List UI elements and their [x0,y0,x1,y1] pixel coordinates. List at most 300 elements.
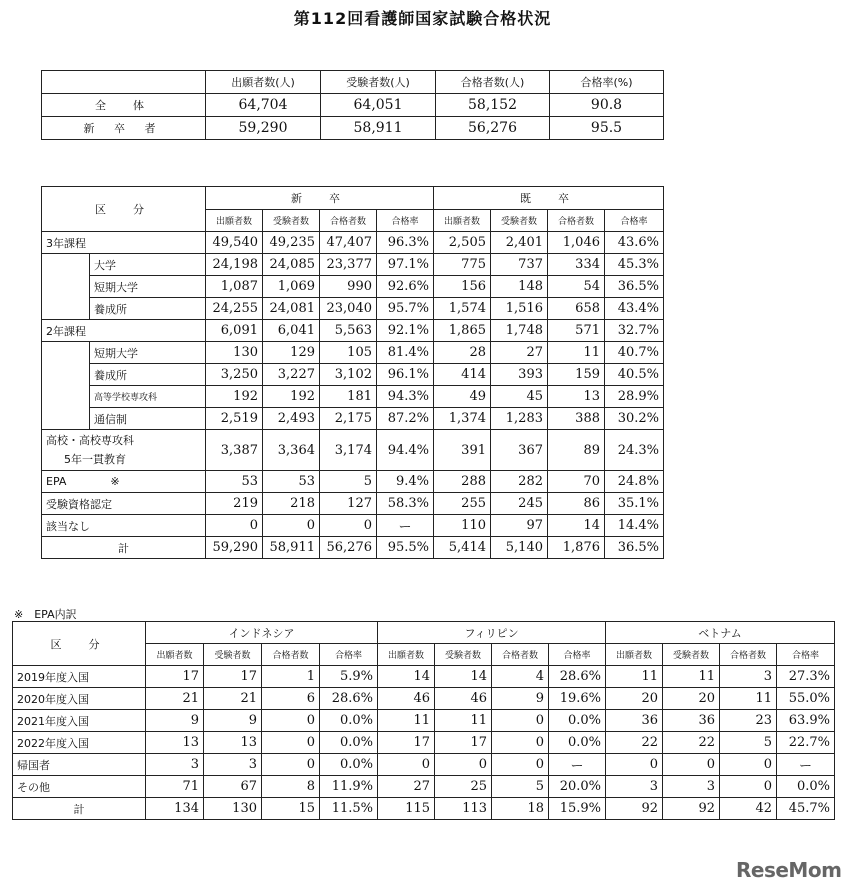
epa-cell: 0 [262,754,320,776]
breakdown-sub-label: 養成所 [90,298,206,320]
summary-row-label: 全 体 [42,94,206,117]
summary-header: 受験者数(人) [321,71,436,94]
total-cell: 1,876 [548,537,605,559]
breakdown-sub-label: 短期大学 [90,342,206,364]
nintei-cell: 218 [263,493,320,515]
breakdown-cell: 28.9% [605,386,664,408]
total-cell: 59,290 [206,537,263,559]
epa-total-row [13,798,835,820]
epa-cell: 0 [262,732,320,754]
group-new-header: 新 卒 [206,187,434,210]
none-label: 該当なし [42,515,206,537]
none-cell: 97 [491,515,548,537]
epa-cell: 0.0% [320,732,378,754]
breakdown-cell: 45 [491,386,548,408]
breakdown-cell: 23,040 [320,298,377,320]
epa-cell: 5 [320,471,377,493]
epa-row-label: 2019年度入国 [13,666,146,688]
breakdown-cell: 5,563 [320,320,377,342]
summary-cell: 59,290 [206,117,321,140]
breakdown-row [42,298,664,320]
breakdown-row [42,276,664,298]
breakdown-cell: 393 [491,364,548,386]
epa-cell: 11 [435,710,492,732]
breakdown-main-label: 3年課程 [42,232,206,254]
breakdown-cell: 1,865 [434,320,491,342]
epa-row [13,754,835,776]
epa-row [13,732,835,754]
breakdown-cell: 24,085 [263,254,320,276]
epa-subheader: 合格率 [777,644,835,666]
epa-cell: 1 [262,666,320,688]
breakdown-cell: 40.7% [605,342,664,364]
epa-cell: 45.7% [777,798,835,820]
breakdown-cell: 40.5% [605,364,664,386]
epa-cell: 36 [663,710,720,732]
breakdown-cell: 2,505 [434,232,491,254]
breakdown-subheader: 合格率 [377,210,434,232]
breakdown-indent-cell [42,386,90,408]
country-header: フィリピン [378,622,606,644]
epa-cell: 9 [146,710,204,732]
summary-row-label: 新 卒 者 [42,117,206,140]
epa-cell: 14 [378,666,435,688]
nintei-label: 受験資格認定 [42,493,206,515]
epa-cell: 53 [263,471,320,493]
epa-country-row [13,622,835,644]
breakdown-cell: 30.2% [605,408,664,430]
epa-cell: 11.9% [320,776,378,798]
epa-cell: 0 [378,754,435,776]
epa-cell: 15.9% [549,798,606,820]
total-cell: 95.5% [377,537,434,559]
epa-cell: 0.0% [549,732,606,754]
epa-cell: 92 [663,798,720,820]
epa-subheader: 受験者数 [435,644,492,666]
summary-header: 合格率(%) [550,71,664,94]
total-cell: 5,140 [491,537,548,559]
breakdown-cell: 47,407 [320,232,377,254]
epa-row-label: その他 [13,776,146,798]
breakdown-cell: 1,374 [434,408,491,430]
epa-mark: ※ [110,475,120,488]
epa-cell: 70 [548,471,605,493]
breakdown-subheader: 合格者数 [548,210,605,232]
nintei-cell: 35.1% [605,493,664,515]
country-header: インドネシア [146,622,378,644]
summary-cell: 58,152 [436,94,550,117]
epa-cell: 0 [492,710,549,732]
epa-cell: 63.9% [777,710,835,732]
breakdown-table [41,186,664,559]
none-cell: 0 [263,515,320,537]
none-cell: 110 [434,515,491,537]
breakdown-cell: 129 [263,342,320,364]
breakdown-cell: 192 [263,386,320,408]
epa-row [13,666,835,688]
breakdown-cell: 3,227 [263,364,320,386]
epa-cell: 3 [663,776,720,798]
summary-row [42,94,664,117]
breakdown-cell: 49 [434,386,491,408]
epa-cell: 0 [435,754,492,776]
total-label: 計 [42,537,206,559]
epa-cell: 0 [492,754,549,776]
breakdown-cell: 105 [320,342,377,364]
epa-cell: 20 [606,688,663,710]
epa-cell: 17 [146,666,204,688]
epa-subheader: 出願者数 [378,644,435,666]
breakdown-row [42,320,664,342]
breakdown-cell: 11 [548,342,605,364]
summary-cell: 90.8 [550,94,664,117]
breakdown-cell: 181 [320,386,377,408]
breakdown-subheader: 出願者数 [206,210,263,232]
epa-row-label: 2020年度入国 [13,688,146,710]
breakdown-cell: 156 [434,276,491,298]
breakdown-group-row [42,187,664,210]
epa-cell: 0.0% [320,754,378,776]
kosen-cell: 367 [491,430,548,471]
summary-header-row [42,71,664,94]
kosen-label-line1: 高校・高校専攻科 [46,434,134,447]
kosen-label [42,430,206,471]
kosen-cell: 3,364 [263,430,320,471]
summary-table [41,70,664,140]
nintei-cell: 127 [320,493,377,515]
breakdown-cell: 130 [206,342,263,364]
breakdown-row [42,386,664,408]
breakdown-cell: 24,198 [206,254,263,276]
resemom-logo: ReseMom [736,858,842,882]
epa-cell: 9 [204,710,262,732]
breakdown-cell: 81.4% [377,342,434,364]
nintei-cell: 86 [548,493,605,515]
epa-subheader: 合格率 [320,644,378,666]
summary-corner-cell [42,71,206,94]
epa-cell: 21 [204,688,262,710]
breakdown-cell: 192 [206,386,263,408]
breakdown-cell: 87.2% [377,408,434,430]
epa-row [13,776,835,798]
epa-cell: 28.6% [549,666,606,688]
epa-cell: 46 [378,688,435,710]
epa-cell: 3 [146,754,204,776]
breakdown-subheader: 合格者数 [320,210,377,232]
breakdown-cell: 334 [548,254,605,276]
breakdown-cell: 571 [548,320,605,342]
epa-cell: 28.6% [320,688,378,710]
epa-subheader: 合格者数 [720,644,777,666]
epa-cell: 42 [720,798,777,820]
epa-cell: 11.5% [320,798,378,820]
epa-cell: 5 [720,732,777,754]
breakdown-cell: 24,081 [263,298,320,320]
epa-cell: 22 [606,732,663,754]
epa-cell: 3 [606,776,663,798]
breakdown-cell: 23,377 [320,254,377,276]
kosen-cell: 3,387 [206,430,263,471]
epa-subheader: 合格者数 [262,644,320,666]
breakdown-row [42,232,664,254]
epa-cell: 55.0% [777,688,835,710]
epa-cell: 11 [606,666,663,688]
total-row [42,537,664,559]
breakdown-cell: 388 [548,408,605,430]
breakdown-cell: 775 [434,254,491,276]
none-cell: ー [377,515,434,537]
breakdown-row [42,408,664,430]
epa-subheader: 受験者数 [663,644,720,666]
summary-cell: 64,051 [321,94,436,117]
epa-label-text: EPA [46,475,67,488]
kosen-row [42,430,664,471]
breakdown-sub-label: 高等学校専攻科 [90,386,206,408]
group-past-header: 既 卒 [434,187,664,210]
epa-cell: 18 [492,798,549,820]
none-cell: 14.4% [605,515,664,537]
breakdown-cell: 45.3% [605,254,664,276]
total-cell: 58,911 [263,537,320,559]
epa-row [42,471,664,493]
nintei-cell: 58.3% [377,493,434,515]
none-row [42,515,664,537]
epa-cell: 27 [378,776,435,798]
breakdown-main-label: 2年課程 [42,320,206,342]
breakdown-cell: 27 [491,342,548,364]
epa-cell: 11 [720,688,777,710]
epa-cell: 282 [491,471,548,493]
epa-row-label: 帰国者 [13,754,146,776]
epa-cell: 0 [720,754,777,776]
epa-row-label: 計 [13,798,146,820]
epa-cell: 288 [434,471,491,493]
breakdown-cell: 92.1% [377,320,434,342]
total-cell: 36.5% [605,537,664,559]
breakdown-indent-cell [42,298,90,320]
epa-corner: 区 分 [13,622,146,666]
epa-cell: 17 [204,666,262,688]
summary-row [42,117,664,140]
breakdown-cell: 92.6% [377,276,434,298]
epa-subheader: 出願者数 [146,644,204,666]
epa-cell: 24.8% [605,471,664,493]
epa-cell: 11 [663,666,720,688]
breakdown-cell: 159 [548,364,605,386]
summary-header: 出願者数(人) [206,71,321,94]
epa-subheader: 出願者数 [606,644,663,666]
kosen-cell: 89 [548,430,605,471]
breakdown-corner: 区 分 [42,187,206,232]
breakdown-indent-cell [42,254,90,276]
epa-cell: 15 [262,798,320,820]
epa-cell: 67 [204,776,262,798]
epa-cell: 27.3% [777,666,835,688]
epa-subheader: 合格率 [549,644,606,666]
nintei-cell: 245 [491,493,548,515]
epa-cell: 71 [146,776,204,798]
breakdown-cell: 2,493 [263,408,320,430]
breakdown-cell: 414 [434,364,491,386]
kosen-cell: 94.4% [377,430,434,471]
epa-cell: 0 [492,732,549,754]
epa-cell: 8 [262,776,320,798]
breakdown-cell: 6,091 [206,320,263,342]
epa-cell: 130 [204,798,262,820]
breakdown-indent-cell [42,342,90,364]
none-cell: 0 [320,515,377,537]
breakdown-cell: 1,574 [434,298,491,320]
nintei-cell: 219 [206,493,263,515]
epa-cell: 3 [204,754,262,776]
epa-cell: 17 [435,732,492,754]
epa-cell: 13 [146,732,204,754]
epa-cell: 134 [146,798,204,820]
epa-cell: 115 [378,798,435,820]
breakdown-cell: 1,069 [263,276,320,298]
breakdown-indent-cell [42,276,90,298]
epa-subheader: 合格者数 [492,644,549,666]
total-cell: 5,414 [434,537,491,559]
breakdown-subheader: 出願者数 [434,210,491,232]
epa-cell: 0 [262,710,320,732]
breakdown-cell: 2,175 [320,408,377,430]
epa-cell: 17 [378,732,435,754]
epa-cell: 36 [606,710,663,732]
epa-cell: 5.9% [320,666,378,688]
epa-cell: 20.0% [549,776,606,798]
breakdown-cell: 43.6% [605,232,664,254]
epa-cell: 0 [606,754,663,776]
breakdown-cell: 2,519 [206,408,263,430]
epa-label [42,471,206,493]
none-cell: 0 [206,515,263,537]
summary-cell: 95.5 [550,117,664,140]
breakdown-cell: 28 [434,342,491,364]
epa-cell: 9.4% [377,471,434,493]
epa-cell: 23 [720,710,777,732]
epa-cell: 22 [663,732,720,754]
breakdown-cell: 96.1% [377,364,434,386]
epa-cell: 21 [146,688,204,710]
summary-cell: 56,276 [436,117,550,140]
epa-cell: 0.0% [777,776,835,798]
epa-cell: 4 [492,666,549,688]
epa-note: ※ EPA内訳 [14,608,77,621]
breakdown-cell: 95.7% [377,298,434,320]
breakdown-subheader: 受験者数 [491,210,548,232]
summary-cell: 64,704 [206,94,321,117]
breakdown-cell: 6,041 [263,320,320,342]
breakdown-cell: 49,235 [263,232,320,254]
epa-cell: ー [777,754,835,776]
epa-row [13,688,835,710]
breakdown-cell: 1,087 [206,276,263,298]
nintei-row [42,493,664,515]
breakdown-cell: 32.7% [605,320,664,342]
epa-cell: 11 [378,710,435,732]
epa-cell: 0.0% [549,710,606,732]
breakdown-cell: 96.3% [377,232,434,254]
breakdown-row [42,254,664,276]
breakdown-sub-label: 短期大学 [90,276,206,298]
kosen-cell: 3,174 [320,430,377,471]
breakdown-cell: 49,540 [206,232,263,254]
kosen-label-line2: 5年一貫教育 [64,453,126,466]
epa-cell: 13 [204,732,262,754]
epa-row-label: 2022年度入国 [13,732,146,754]
epa-breakdown-table [12,621,835,820]
epa-cell: 19.6% [549,688,606,710]
epa-cell: ー [549,754,606,776]
breakdown-cell: 94.3% [377,386,434,408]
breakdown-cell: 3,250 [206,364,263,386]
breakdown-cell: 97.1% [377,254,434,276]
breakdown-sub-label: 養成所 [90,364,206,386]
epa-cell: 0 [720,776,777,798]
breakdown-cell: 43.4% [605,298,664,320]
breakdown-cell: 658 [548,298,605,320]
breakdown-row [42,364,664,386]
epa-row-label: 2021年度入国 [13,710,146,732]
breakdown-subheader: 合格率 [605,210,664,232]
epa-cell: 0 [663,754,720,776]
breakdown-cell: 24,255 [206,298,263,320]
breakdown-cell: 13 [548,386,605,408]
breakdown-subheader: 受験者数 [263,210,320,232]
epa-cell: 14 [435,666,492,688]
page-title: 第112回看護師国家試験合格状況 [293,9,552,28]
breakdown-cell: 1,516 [491,298,548,320]
breakdown-cell: 737 [491,254,548,276]
breakdown-indent-cell [42,408,90,430]
breakdown-row [42,342,664,364]
breakdown-cell: 148 [491,276,548,298]
epa-cell: 25 [435,776,492,798]
country-header: ベトナム [606,622,835,644]
epa-cell: 20 [663,688,720,710]
breakdown-indent-cell [42,364,90,386]
total-cell: 56,276 [320,537,377,559]
epa-cell: 9 [492,688,549,710]
breakdown-sub-label: 通信制 [90,408,206,430]
breakdown-cell: 1,748 [491,320,548,342]
summary-header: 合格者数(人) [436,71,550,94]
epa-cell: 46 [435,688,492,710]
epa-subheader: 受験者数 [204,644,262,666]
kosen-cell: 24.3% [605,430,664,471]
kosen-cell: 391 [434,430,491,471]
summary-cell: 58,911 [321,117,436,140]
epa-cell: 22.7% [777,732,835,754]
epa-cell: 5 [492,776,549,798]
breakdown-cell: 990 [320,276,377,298]
breakdown-sub-label: 大学 [90,254,206,276]
epa-cell: 113 [435,798,492,820]
epa-cell: 0.0% [320,710,378,732]
epa-cell: 6 [262,688,320,710]
breakdown-cell: 1,283 [491,408,548,430]
epa-cell: 92 [606,798,663,820]
breakdown-cell: 36.5% [605,276,664,298]
epa-row [13,710,835,732]
epa-cell: 53 [206,471,263,493]
breakdown-cell: 2,401 [491,232,548,254]
breakdown-cell: 54 [548,276,605,298]
nintei-cell: 255 [434,493,491,515]
breakdown-cell: 3,102 [320,364,377,386]
breakdown-cell: 1,046 [548,232,605,254]
